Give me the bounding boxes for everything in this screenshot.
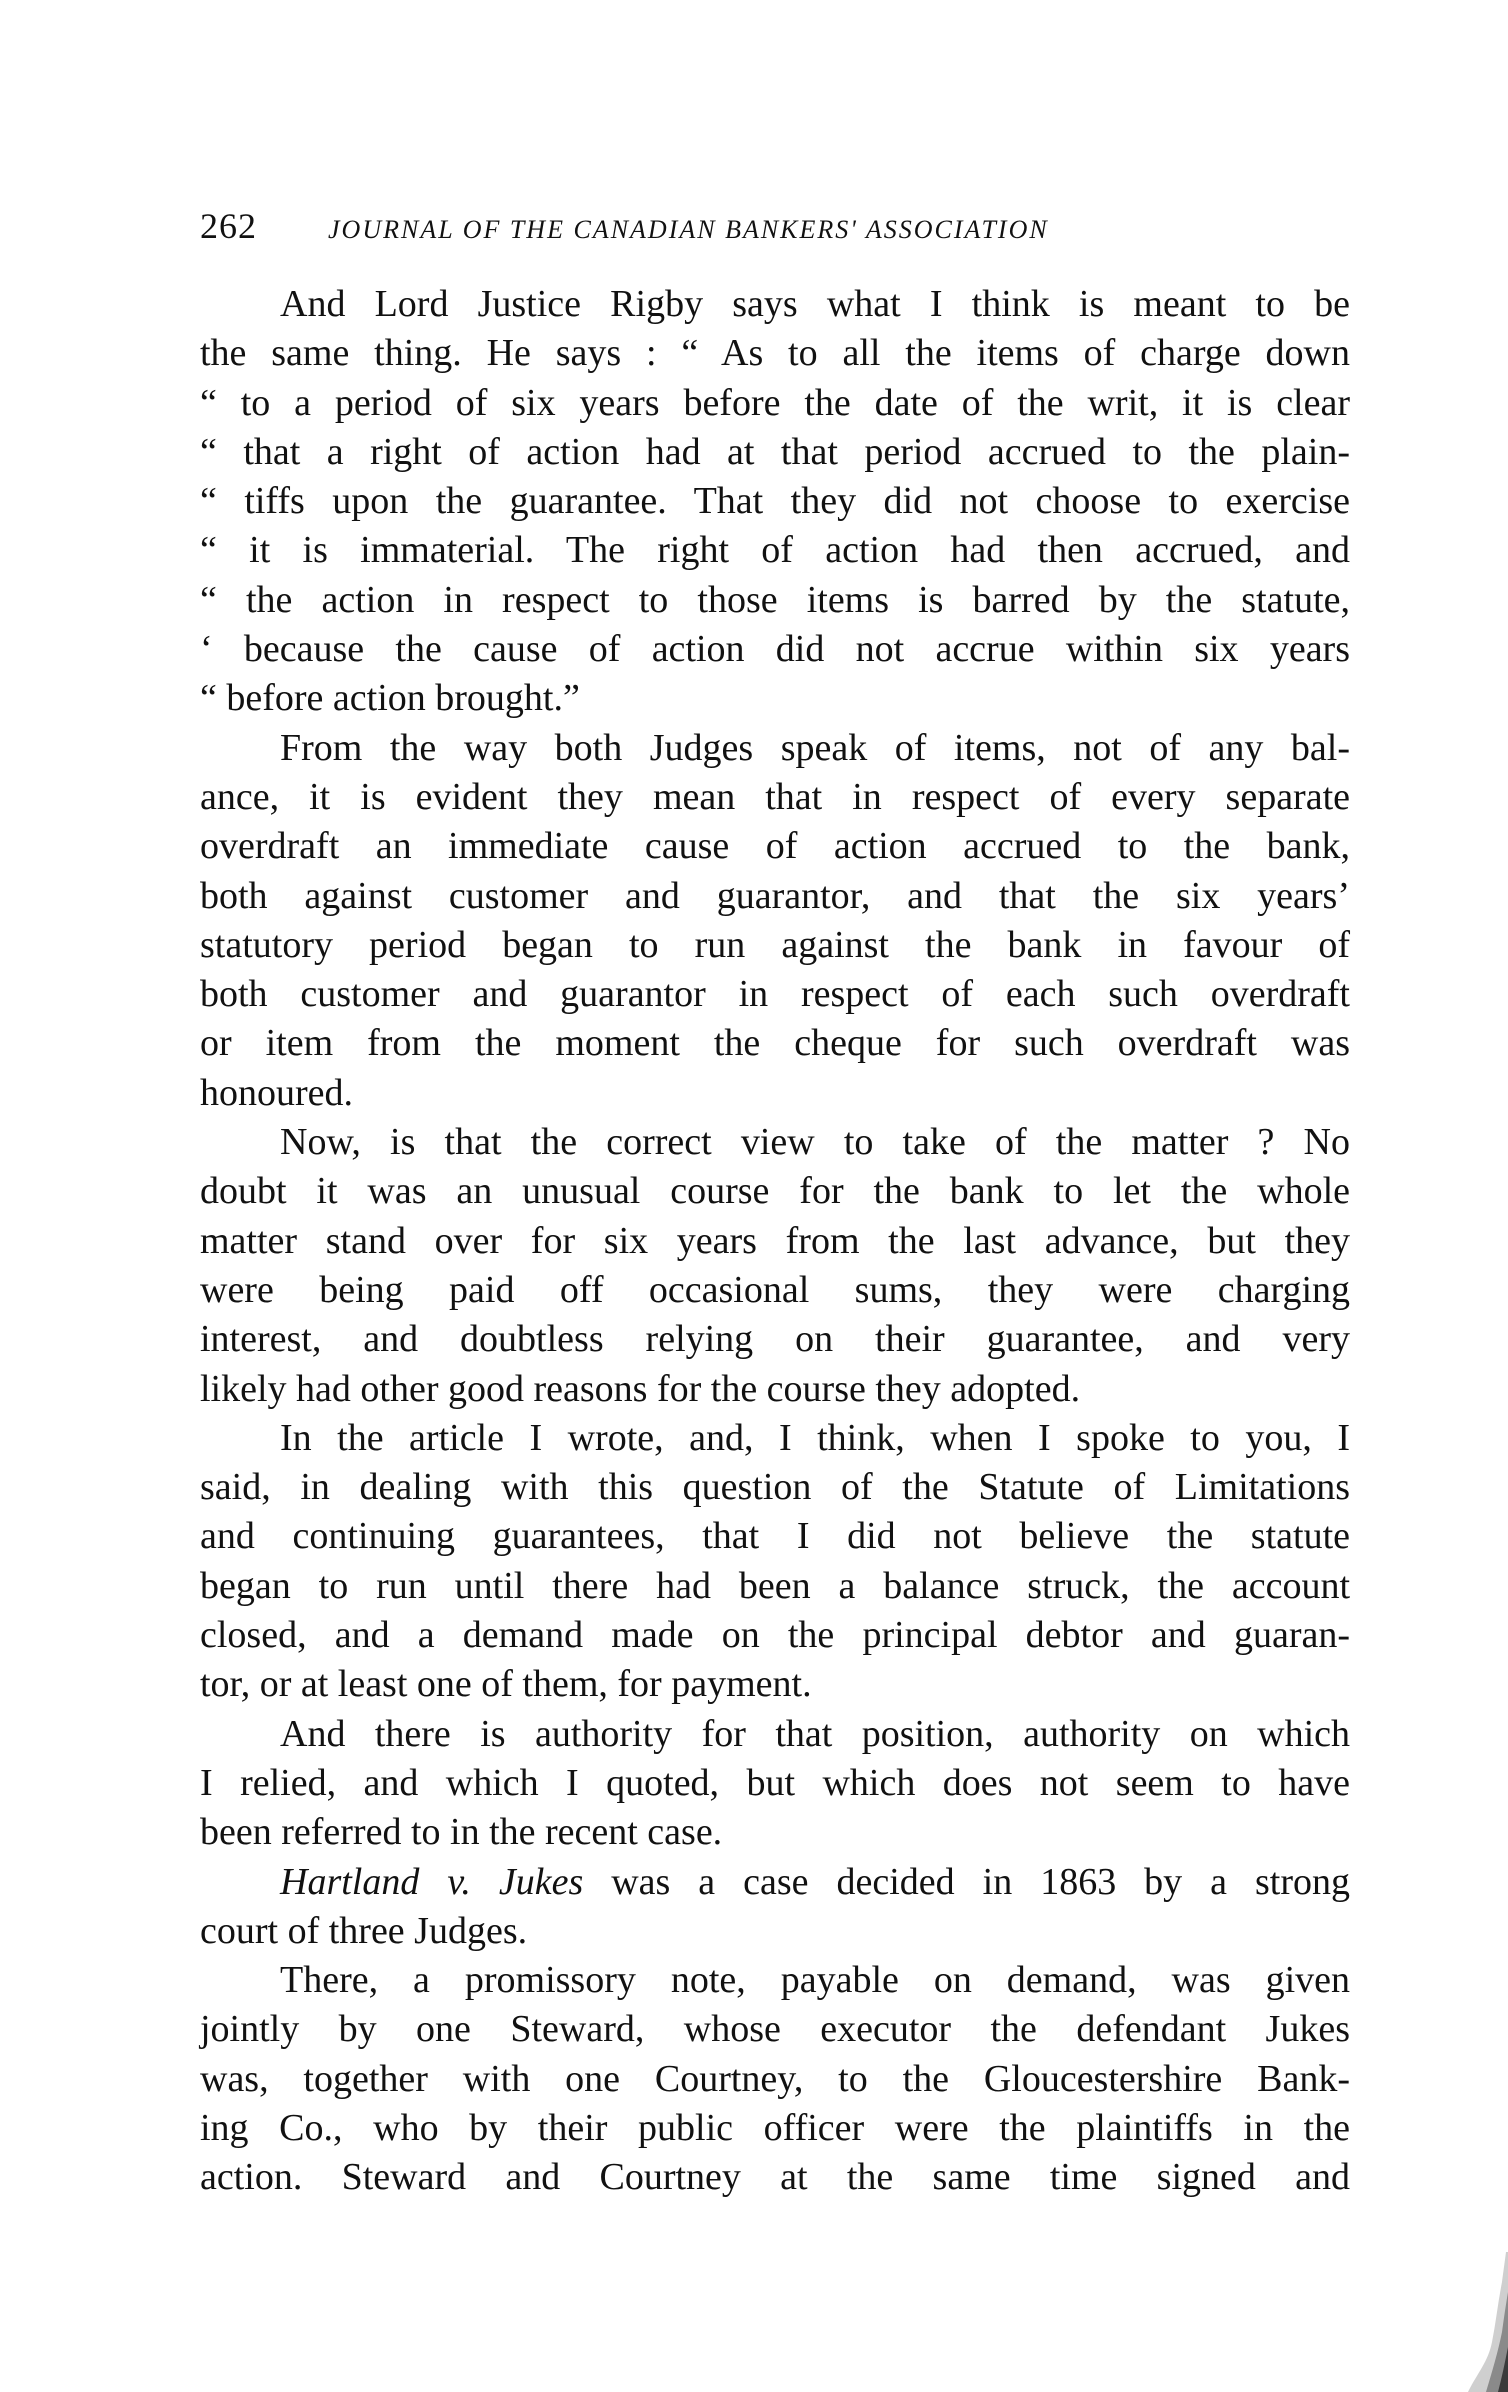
text-line: court of three Judges. [200,1909,528,1952]
text-line: ‘ because the cause of action did not accrue within six years [200,628,1350,671]
text-line: honoured. [200,1071,354,1114]
text-line: doubt it was an unusual course for the bank to let the whole [200,1170,1350,1213]
text-line: said, in dealing with this question of the Statute of Limitations [200,1466,1350,1509]
text-line: both against customer and guarantor, and that the six years’ [200,874,1350,917]
text-line: “ tiffs upon the guarantee. That they did not choose to exercise [200,480,1350,523]
text-line: closed, and a demand made on the principal debtor and guaran- [200,1614,1350,1657]
case-sentence: was a case decided in 1863 by a strong [583,1860,1351,1903]
text-line: tor, or at least one of them, for payment. [200,1663,812,1706]
text-line: “ it is immaterial. The right of action had then accrued, and [200,529,1350,572]
text-line: From the way both Judges speak of items, not of any bal- [280,726,1350,769]
text-line: were being paid off occasional sums, they were charging [200,1268,1350,1311]
text-line: or item from the moment the cheque for such overdraft was [200,1022,1350,1065]
text-line: and continuing guarantees, that I did not believe the statute [200,1515,1350,1558]
text-line: been referred to in the recent case. [200,1811,723,1854]
text-line: the same thing. He says : “ As to all the items of charge down [200,332,1350,375]
page-number: 262 [200,206,257,246]
text-line: began to run until there had been a balance struck, the account [200,1564,1350,1607]
text-line: interest, and doubtless relying on their guarantee, and very [200,1318,1350,1361]
text-line: I relied, and which I quoted, but which does not seem to have [200,1761,1350,1804]
text-line: ing Co., who by their public officer were the plaintiffs in the [200,2106,1350,2149]
text-line: Now, is that the correct view to take of the matter ? No [280,1121,1350,1164]
text-line: ance, it is evident they mean that in respect of every separate [200,775,1350,818]
text-line-case [200,1858,1350,1907]
running-head: JOURNAL OF THE CANADIAN BANKERS' ASSOCIATION [328,215,1049,244]
text-line: likely had other good reasons for the course they adopted. [200,1367,1081,1410]
text-line: And Lord Justice Rigby says what I think is meant to be [280,283,1350,325]
text-line: action. Steward and Courtney at the same time signed and [200,2156,1350,2199]
text-line: was, together with one Courtney, to the Gloucestershire Bank- [200,2057,1350,2100]
text-line: “ before action brought.” [200,677,580,720]
page-edge-smudge [1448,2252,1508,2392]
text-line: overdraft an immediate cause of action accrued to the bank, [200,825,1350,868]
text-line: In the article I wrote, and, I think, when I spoke to you, I [280,1416,1350,1459]
page-header [200,205,1350,255]
text-line: statutory period began to run against the bank in favour of [200,923,1350,966]
text-line: matter stand over for six years from the last advance, but they [200,1219,1350,1262]
text-line: There, a promissory note, payable on demand, was given [280,1959,1350,2002]
text-line: “ that a right of action had at that period accrued to the plain- [200,430,1350,473]
text-line: jointly by one Steward, whose executor the defendant Jukes [200,2008,1350,2051]
text-line: And there is authority for that position, authority on which [280,1712,1350,1755]
text-line: “ to a period of six years before the date of the writ, it is clear [200,381,1350,424]
text-line: “ the action in respect to those items is barred by the statute, [200,578,1350,621]
body-text [200,280,1350,2203]
text-line: both customer and guarantor in respect of each such overdraft [200,973,1350,1016]
case-name: Hartland v. Jukes [280,1860,584,1903]
